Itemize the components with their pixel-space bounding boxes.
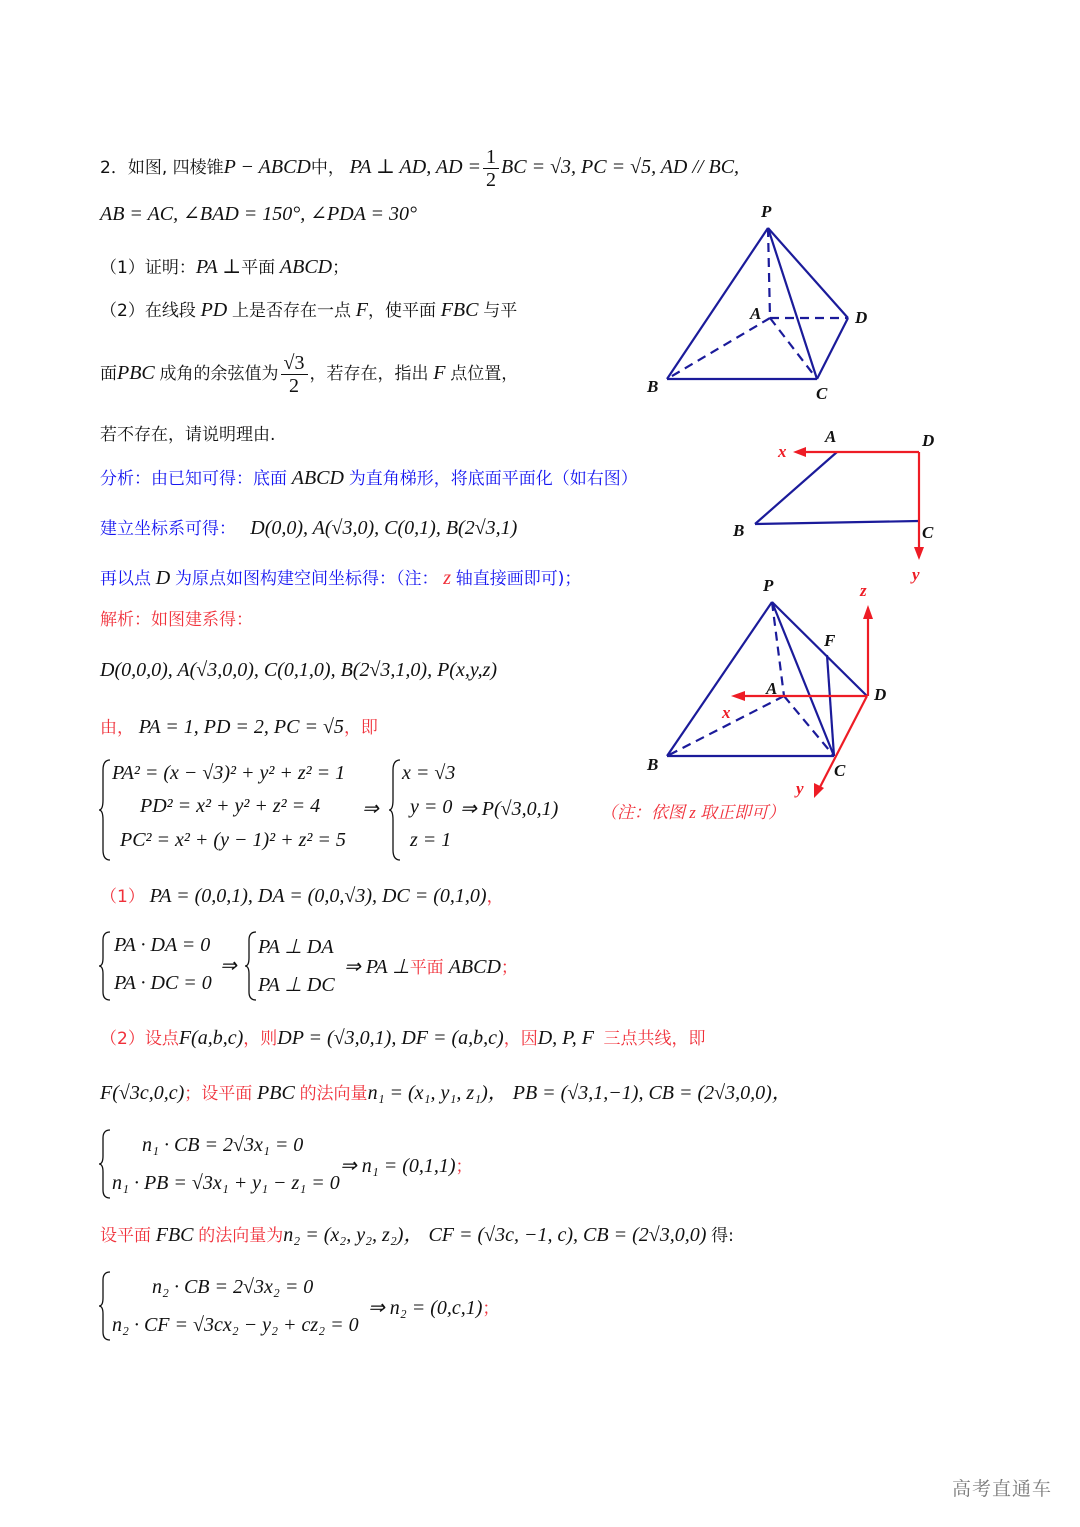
label-d: D	[874, 685, 887, 704]
q2-f: F	[355, 299, 368, 321]
left-brace-icon	[98, 1128, 112, 1200]
analysis-line-2	[100, 516, 517, 541]
problem-in: 中，	[310, 157, 345, 178]
problem-number: 2．	[100, 157, 128, 178]
label-a: A	[825, 427, 837, 446]
question-2-line-2	[100, 350, 518, 397]
n1-dot-pb: n₁ · PB = √3x₁ + y₁ − z₁ = 0	[112, 1172, 340, 1194]
y-axis-arrow-icon	[914, 547, 924, 560]
analysis-text-a: 分析：由已知可得：底面	[100, 469, 287, 489]
implies-arrow: ⇒	[362, 798, 379, 820]
fraction-numerator: √3	[281, 352, 308, 375]
part1-conclusion	[344, 953, 518, 979]
pa-perp-dc: PA ⊥ DC	[258, 974, 335, 996]
label-b: B	[647, 755, 659, 774]
label-a: A	[750, 304, 762, 323]
analysis-l3-d: D	[155, 567, 171, 589]
n1-dot-cb: n₁ · CB = 2√3x₁ = 0	[142, 1134, 304, 1156]
part2-line-1	[100, 1026, 706, 1051]
part2-collinear: 三点共线，即	[603, 1029, 706, 1049]
figure-pyramid	[630, 195, 890, 410]
result-x: x = √3	[402, 762, 456, 784]
n1-text: 的法向量	[299, 1084, 368, 1104]
part2-vectors: DP = (√3,0,1), DF = (a,b,c)	[277, 1027, 504, 1049]
fraction-numerator: 1	[483, 146, 499, 169]
pa-dot-da: PA · DA = 0	[114, 934, 211, 956]
label-b: B	[647, 377, 659, 396]
left-brace-icon	[98, 930, 112, 1002]
label-c: C	[816, 384, 828, 403]
question-2-line-3: 若不存在，请说明理由.	[100, 425, 276, 445]
left-brace-icon	[244, 930, 258, 1002]
part1-vector-values: PA = (0,0,1), DA = (0,0,√3), DC = (0,1,0)	[149, 885, 487, 907]
solution-heading: 解析：如图建系得：	[100, 610, 253, 630]
point-f-coord: F(√3c,0,c)	[100, 1082, 185, 1104]
fraction-sqrt3-over-2	[281, 352, 308, 397]
analysis-abcd: ABCD	[291, 467, 344, 489]
n2-de: 得:	[711, 1226, 734, 1246]
n1-def: n₁ = (x₁, y₁, z₁)	[367, 1082, 488, 1104]
given-condition-1b: BC = √3, PC = √5, AD // BC,	[501, 155, 740, 178]
points-dpf: D, P, F	[537, 1027, 595, 1049]
z-positive-note: （注：依图 z 取正即可）	[600, 803, 786, 822]
question-2-line-1	[100, 298, 517, 323]
q2-text-b: ，使平面	[367, 301, 436, 321]
label-c: C	[834, 761, 846, 780]
analysis-coord-label: 建立坐标系可得：	[100, 519, 236, 539]
q2-pbc: PBC	[117, 362, 155, 384]
n1-result-value: ⇒ n₁ = (0,1,1)	[340, 1155, 456, 1177]
conclusion-end: ；	[500, 958, 518, 978]
fraction-denominator: 2	[486, 169, 497, 191]
n2-result	[368, 1294, 499, 1320]
q2-text-a: 上是否存在一点	[232, 301, 351, 321]
n2-dot-cf: n₂ · CF = √3cx₂ − y₂ + cz₂ = 0	[112, 1314, 359, 1336]
left-brace-icon	[388, 758, 402, 862]
part1-prefix: （1）	[100, 887, 145, 907]
analysis-l3-z: z	[443, 567, 451, 589]
fraction-denominator: 2	[289, 375, 300, 398]
label-y-axis: y	[912, 565, 920, 584]
n1-intro: ；设平面	[184, 1084, 253, 1104]
label-d: D	[855, 308, 868, 327]
conclusion-math: ⇒ PA ⊥	[344, 956, 410, 978]
label-x-axis: x	[722, 703, 731, 722]
given-lengths: PA = 1, PD = 2, PC = √5	[138, 716, 344, 738]
label-x-axis: x	[778, 442, 787, 461]
given-prefix: 由，	[100, 718, 134, 738]
q1-math: PA ⊥	[195, 256, 242, 278]
analysis-l3-c: 轴直接画即可)；	[455, 569, 582, 589]
problem-line-1	[100, 146, 739, 191]
x-axis-arrow-icon	[793, 447, 806, 457]
n2-plane: FBC	[155, 1224, 194, 1246]
fraction-one-half	[483, 146, 499, 191]
n1-result	[340, 1152, 473, 1178]
analysis-2d-coords: D(0,0), A(√3,0), C(0,1), B(2√3,1)	[250, 517, 518, 539]
figure-trapezoid	[720, 420, 950, 590]
n1-end: ；	[455, 1157, 473, 1177]
q2-l2-b: 成角的余弦值为	[159, 364, 279, 384]
equation-pd: PD² = x² + y² + z² = 4	[140, 795, 321, 817]
pyramid-name: P − ABCD	[223, 155, 311, 178]
q1-plane: ABCD	[279, 256, 333, 278]
given-condition-1: PA ⊥ AD, AD =	[349, 155, 482, 178]
analysis-text-b: 为直角梯形，将底面平面化（如右图）	[348, 469, 638, 489]
label-c: C	[922, 523, 934, 542]
n2-result-value: ⇒ n₂ = (0,c,1)	[368, 1297, 483, 1319]
equation-pa: PA² = (x − √3)² + y² + z² = 1	[112, 762, 346, 784]
q2-l2-c: ，若存在，指出	[309, 364, 429, 384]
part1-vectors	[100, 884, 504, 909]
q2-pd: PD	[200, 299, 228, 321]
part2-because: ，因	[503, 1029, 538, 1049]
y-axis-arrow-icon	[814, 783, 824, 798]
point-f-abc: F(a,b,c)	[178, 1027, 244, 1049]
conclusion-plane-word: 平面	[409, 958, 444, 978]
z-axis-arrow-icon	[863, 605, 873, 619]
pa-perp-da: PA ⊥ DA	[258, 936, 334, 958]
part2-then: ，则	[243, 1029, 278, 1049]
equation-pc: PC² = x² + (y − 1)² + z² = 5	[120, 829, 346, 851]
q2-l2-a: 面	[100, 364, 117, 384]
part1-end: ，	[486, 887, 504, 907]
left-brace-icon	[98, 758, 112, 862]
x-axis-arrow-icon	[731, 691, 745, 701]
result-z: z = 1	[410, 829, 452, 851]
n2-dot-cb: n₂ · CB = 2√3x₂ = 0	[152, 1276, 314, 1298]
q2-text-c: 与平	[483, 301, 518, 321]
solution-given	[100, 715, 378, 740]
q2-prefix: （2）在线段	[100, 301, 196, 321]
question-1	[100, 255, 349, 280]
n2-intro: 设平面	[100, 1226, 151, 1246]
analysis-l3-b: 为原点如图构建空间坐标得：（注：	[174, 569, 439, 589]
n2-text: 的法向量为	[198, 1226, 284, 1246]
label-a: A	[766, 679, 778, 698]
conclusion-plane: ABCD	[448, 956, 501, 978]
n1-vectors: ， PB = (√3,1,−1), CB = (2√3,0,0)，	[487, 1082, 792, 1104]
q2-l2-d: 点位置，	[450, 364, 519, 384]
label-b: B	[733, 521, 745, 540]
part2-line-3	[100, 1223, 734, 1248]
pa-dot-dc: PA · DC = 0	[114, 972, 212, 994]
q1-plane-word: 平面	[241, 258, 276, 278]
analysis-line-1	[100, 466, 638, 491]
q2-l2-f: F	[433, 362, 446, 384]
label-f: F	[824, 631, 836, 650]
label-y-axis: y	[796, 779, 804, 798]
figure-pyramid-axes	[630, 570, 910, 810]
result-y: y = 0	[410, 796, 453, 818]
label-d: D	[922, 431, 935, 450]
point-p-result: ⇒ P(√3,0,1)	[460, 798, 559, 820]
label-p: P	[761, 202, 772, 221]
q1-end: ；	[332, 258, 350, 278]
part2-prefix: （2）设点	[100, 1029, 179, 1049]
part2-line-2	[100, 1081, 792, 1106]
label-z-axis: z	[860, 581, 867, 600]
left-brace-icon	[98, 1270, 112, 1342]
q1-prefix: （1）证明：	[100, 258, 196, 278]
watermark: 高考直通车	[951, 1478, 1052, 1500]
q2-fbc: FBC	[440, 299, 479, 321]
problem-line-2: AB = AC, ∠BAD = 150°, ∠PDA = 30°	[100, 203, 418, 225]
n2-vectors: ， CF = (√3c, −1, c), CB = (2√3,0,0)	[403, 1224, 707, 1246]
analysis-l3-a: 再以点	[100, 569, 151, 589]
solution-coords: D(0,0,0), A(√3,0,0), C(0,1,0), B(2√3,1,0), P(x,y,z)	[100, 659, 498, 681]
given-suffix: ，即	[343, 718, 378, 738]
problem-intro: 如图, 四棱锥	[127, 157, 224, 178]
n2-end: ；	[482, 1299, 500, 1319]
label-p: P	[763, 576, 774, 595]
analysis-line-3	[100, 566, 581, 591]
n1-plane: PBC	[257, 1082, 295, 1104]
n2-def: n₂ = (x₂, y₂, z₂)	[283, 1224, 404, 1246]
implies-arrow: ⇒	[220, 955, 237, 977]
